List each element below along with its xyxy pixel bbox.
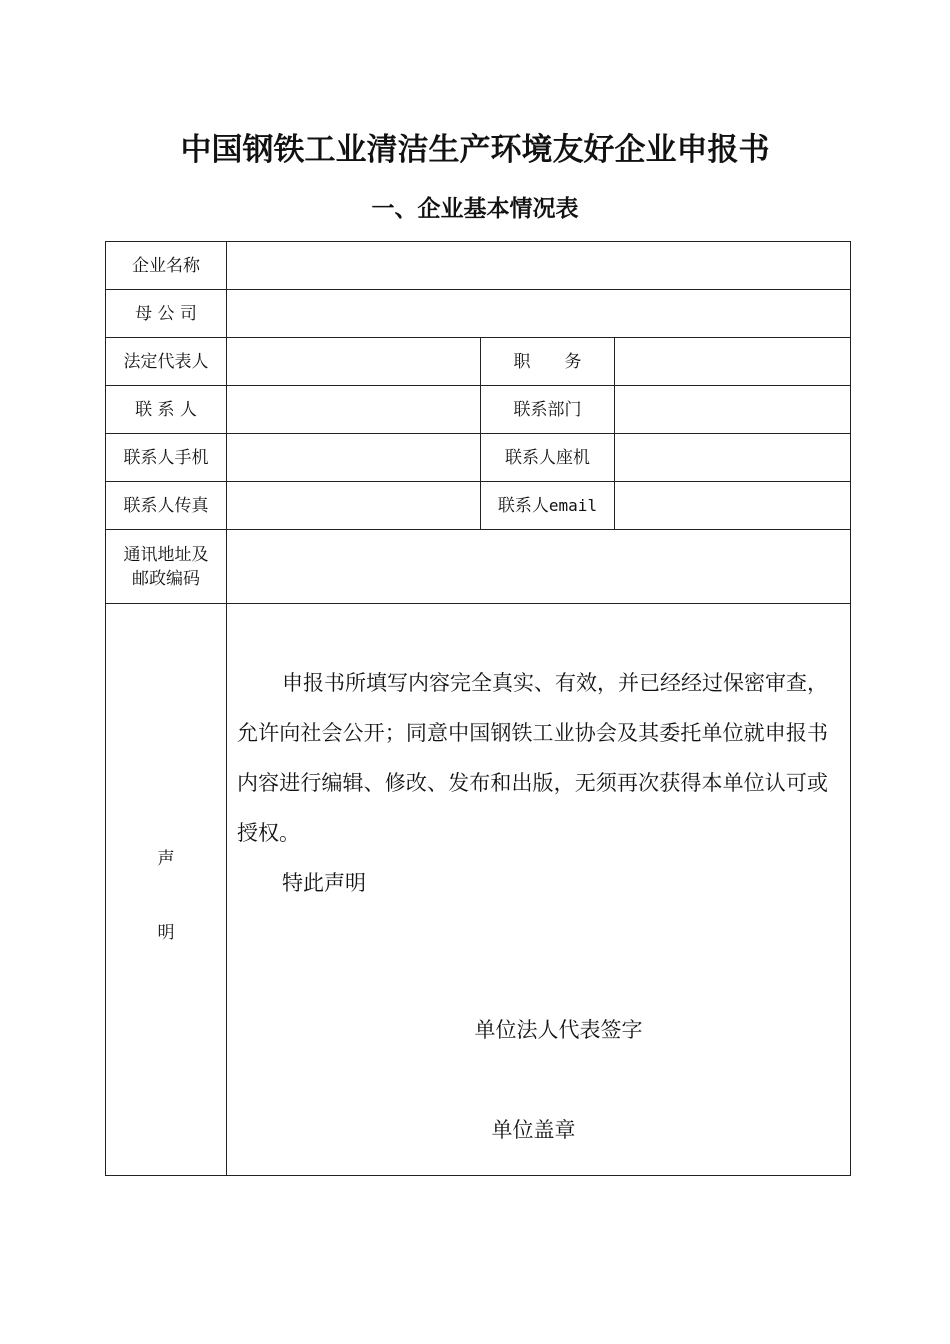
company-name-field[interactable]	[227, 242, 851, 290]
company-name-label: 企业名称	[106, 242, 227, 290]
contact-landline-field[interactable]	[615, 434, 851, 482]
contact-mobile-label: 联系人手机	[106, 434, 227, 482]
seal-line: 单位盖章	[491, 1118, 576, 1142]
row-parent-company	[106, 290, 851, 338]
row-legal-representative	[106, 338, 851, 386]
row-declaration	[106, 604, 851, 1176]
contact-email-field[interactable]	[615, 482, 851, 530]
contact-email-label-cn: 联系人	[497, 495, 549, 516]
address-label	[106, 530, 227, 604]
legal-rep-field[interactable]	[227, 338, 481, 386]
company-info-table	[105, 241, 851, 1176]
address-field[interactable]	[227, 530, 851, 604]
contact-person-label: 联 系 人	[106, 386, 227, 434]
legal-rep-label: 法定代表人	[106, 338, 227, 386]
contact-mobile-field[interactable]	[227, 434, 481, 482]
row-contact-person	[106, 386, 851, 434]
position-field[interactable]	[615, 338, 851, 386]
contact-person-field[interactable]	[227, 386, 481, 434]
row-contact-fax-email	[106, 482, 851, 530]
parent-company-field[interactable]	[227, 290, 851, 338]
row-contact-phone	[106, 434, 851, 482]
contact-dept-label: 联系部门	[481, 386, 615, 434]
contact-fax-label: 联系人传真	[106, 482, 227, 530]
declaration-label-char1: 声	[157, 849, 175, 869]
position-label: 职 务	[481, 338, 615, 386]
contact-dept-field[interactable]	[615, 386, 851, 434]
document-title: 中国钢铁工业清洁生产环境友好企业申报书	[180, 132, 770, 168]
declaration-label	[106, 604, 227, 1176]
declaration-closing: 特此声明	[282, 871, 366, 895]
contact-landline-label: 联系人座机	[481, 434, 615, 482]
signature-line: 单位法人代表签字	[474, 1018, 643, 1042]
parent-company-label: 母 公 司	[106, 290, 227, 338]
section-title: 一、企业基本情况表	[371, 196, 579, 222]
declaration-content	[227, 604, 851, 1176]
declaration-paragraph: 申报书所填写内容完全真实、有效，并已经经过保密审查，允许向社会公开；同意中国钢铁工业协会及其委托单位就申报书内容进行编辑、修改、发布和出版，无须再次获得本单位认可或授权。	[237, 671, 829, 845]
address-label-line1: 通讯地址及	[123, 544, 209, 565]
address-label-line2: 邮政编码	[132, 568, 200, 589]
row-company-name	[106, 242, 851, 290]
row-address	[106, 530, 851, 604]
contact-fax-field[interactable]	[227, 482, 481, 530]
contact-email-label	[481, 482, 615, 530]
contact-email-label-en: email	[548, 495, 598, 515]
declaration-label-char2: 明	[157, 923, 175, 943]
